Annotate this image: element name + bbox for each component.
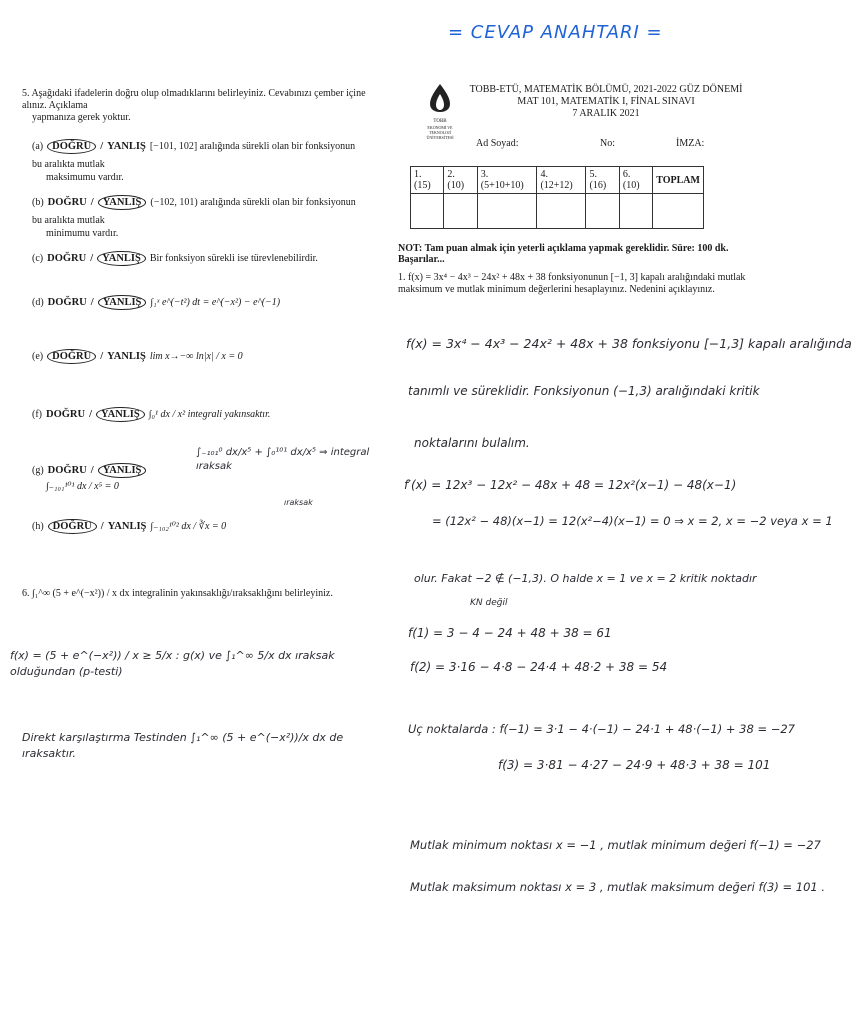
score-header-cell: TOPLAM <box>653 167 704 194</box>
score-cell <box>444 194 477 229</box>
q1-answer-line-1: f(x) = 3x⁴ − 4x³ − 24x² + 48x + 38 fonksiyonu [−1,3] kapalı aralığında <box>406 336 852 351</box>
statement-formula: lim x→−∞ ln|x| / x = 0 <box>149 351 243 362</box>
item-letter: (f) <box>32 409 42 420</box>
q1-answer-line-5: = (12x² − 48)(x−1) = 12(x²−4)(x−1) = 0 ⇒ x = 2, x = −2 veya x = 1 <box>432 514 833 528</box>
score-header-cell: 5. (16) <box>586 167 619 194</box>
score-table-blank-row <box>411 194 704 229</box>
score-cell <box>586 194 619 229</box>
yanlis-option[interactable]: YANLIŞ <box>107 141 146 152</box>
q5-intro-line-1: 5. Aşağıdaki ifadelerin doğru olup olmadıklarını belirleyiniz. Cevabınızı çember içine alınız. Açıklama <box>22 88 366 111</box>
q5-item-d: (d) DOĞRU / YANLIŞ ∫₁ˣ e^(−t²) dt = e^(−x²) − e^(−1) <box>32 297 281 308</box>
dogru-option-circled[interactable]: DOĞRU <box>47 349 96 364</box>
yanlis-option[interactable]: YANLIŞ <box>107 351 146 362</box>
logo-text-2: EKONOMİ VE TEKNOLOJİ <box>427 125 453 135</box>
q5-item-f: (f) DOĞRU / YANLIŞ ∫₀¹ dx / x² integrali yakınsaktır. <box>32 409 271 420</box>
yanlis-option-circled[interactable]: YANLIŞ <box>97 251 146 266</box>
score-header-cell: 6. (10) <box>619 167 652 194</box>
q1-answer-line-7: f(1) = 3 − 4 − 24 + 48 + 38 = 61 <box>408 626 612 640</box>
statement-text-cont: maksimumu vardır. <box>46 172 124 183</box>
signature-label: İMZA: <box>676 138 705 149</box>
q6-answer-line-2: Direkt karşılaştırma Testinden ∫₁^∞ (5 + e^(−x²))/x dx de ıraksaktır. <box>22 731 344 760</box>
statement-text: (−102, 101) aralığında sürekli olan bir fonksiyonun bu aralıkta mutlak <box>32 197 356 226</box>
dogru-option[interactable]: DOĞRU <box>47 465 87 476</box>
q1-answer-note: KN değil <box>470 598 508 608</box>
yanlis-option-circled[interactable]: YANLIŞ <box>98 295 147 310</box>
q6-answer-line-1: f(x) = (5 + e^(−x²)) / x ≥ 5/x : g(x) ve ∫₁^∞ 5/x dx ıraksak olduğundan (p-testi) <box>10 649 335 678</box>
q5-item-h: (h) DOĞRU / YANLIŞ ∫₋₁₀₂¹⁰² dx / ∛x = 0 <box>32 521 227 532</box>
score-header-cell: 4. (12+12) <box>537 167 586 194</box>
q5-item-c: (c) DOĞRU / YANLIŞ Bir fonksiyon sürekli ise türevlenebilirdir. <box>32 253 318 264</box>
exam-header <box>466 84 746 120</box>
q5-item-e: (e) DOĞRU / YANLIŞ lim x→−∞ ln|x| / x = 0 <box>32 351 243 362</box>
dogru-option[interactable]: DOĞRU <box>46 409 86 420</box>
dogru-option-circled[interactable]: DOĞRU <box>48 519 97 534</box>
logo-text-1: TOBB <box>433 119 447 124</box>
org-line: TOBB-ETÜ, MATEMATİK BÖLÜMÜ, 2021-2022 GÜZ DÖNEMİ <box>469 84 743 95</box>
item-letter: (d) <box>32 297 44 308</box>
question-6-text: 6. ∫₁^∞ (5 + e^(−x²)) / x dx integralinin yakınsaklığı/ıraksaklığını belirleyiniz. <box>22 588 333 599</box>
score-cell <box>537 194 586 229</box>
q1-answer-line-6: olur. Fakat −2 ∉ (−1,3). O halde x = 1 ve x = 2 kritik noktadır <box>414 572 757 585</box>
item-letter: (h) <box>32 521 44 532</box>
q1-answer-line-12: Mutlak maksimum noktası x = 3 , mutlak maksimum değeri f(3) = 101 . <box>410 880 826 894</box>
yanlis-option-circled[interactable]: YANLIŞ <box>96 407 145 422</box>
date-line: 7 ARALIK 2021 <box>572 108 640 119</box>
university-logo <box>420 84 460 144</box>
dogru-option[interactable]: DOĞRU <box>47 297 87 308</box>
score-cell <box>411 194 444 229</box>
course-line: MAT 101, MATEMATİK I, FİNAL SINAVI <box>517 96 695 107</box>
statement-text: Bir fonksiyon sürekli ise türevlenebilirdir. <box>149 253 318 264</box>
item-letter: (a) <box>32 141 44 152</box>
q5-intro-line-2: yapmanıza gerek yoktur. <box>32 112 131 123</box>
logo-text-3: ÜNİVERSİTESİ <box>426 135 454 140</box>
student-no-label: No: <box>600 138 615 149</box>
yanlis-option[interactable]: YANLIŞ <box>107 521 147 532</box>
question-1-text: 1. f(x) = 3x⁴ − 4x³ − 24x² + 48x + 38 fonksiyonunun [−1, 3] kapalı aralığındaki mutlak maksimum ve mutlak minimum değerlerini hesaplayınız. Nedenini açıklayınız. <box>398 272 746 295</box>
q5-g-handwritten-note: ıraksak <box>284 498 313 507</box>
logo-flame-icon <box>420 84 460 112</box>
statement-text: [−101, 102] aralığında sürekli olan bir fonksiyonun bu aralıkta mutlak <box>32 141 356 170</box>
statement-text-cont: minimumu vardır. <box>46 228 119 239</box>
score-header-cell: 2. (10) <box>444 167 477 194</box>
q1-answer-line-11: Mutlak minimum noktası x = −1 , mutlak minimum değeri f(−1) = −27 <box>410 838 821 852</box>
score-table <box>410 166 704 229</box>
statement-formula: ∫₁ˣ e^(−t²) dt = e^(−x²) − e^(−1) <box>150 297 281 308</box>
dogru-option[interactable]: DOĞRU <box>47 197 87 208</box>
statement-formula: ∫₀¹ dx / x² integrali yakınsaktır. <box>148 409 271 420</box>
q5-g-handwritten: ∫₋₁₀₁⁰ dx/x⁵ + ∫₀¹⁰¹ dx/x⁵ ⇒ integral ıraksak <box>196 447 370 472</box>
q5-item-b: (b) DOĞRU / YANLIŞ (−102, 101) aralığında sürekli olan bir fonksiyonun bu aralıkta mutlak minimumu vardır. <box>32 192 362 240</box>
item-letter: (e) <box>32 351 44 362</box>
item-letter: (g) <box>32 465 44 476</box>
item-letter: (c) <box>32 253 44 264</box>
question-5-intro <box>22 88 372 124</box>
score-cell <box>619 194 652 229</box>
item-letter: (b) <box>32 197 44 208</box>
q1-answer-line-10: f(3) = 3·81 − 4·27 − 24·9 + 48·3 + 38 = 101 <box>498 758 771 772</box>
q1-answer-line-4: f′(x) = 12x³ − 12x² − 48x + 48 = 12x²(x−1) − 48(x−1) <box>404 478 737 492</box>
q5-item-g: (g) DOĞRU / YANLIŞ ∫₋₁₀₁¹⁰¹ dx / x⁵ = 0 <box>32 460 202 492</box>
score-cell <box>477 194 537 229</box>
dogru-option-circled[interactable]: DOĞRU <box>47 139 96 154</box>
q1-answer-line-2: tanımlı ve süreklidir. Fonksiyonun (−1,3) aralığındaki kritik <box>408 384 760 398</box>
score-table-header-row <box>411 167 704 194</box>
q1-answer-line-8: f(2) = 3·16 − 4·8 − 24·4 + 48·2 + 38 = 54 <box>410 660 668 674</box>
score-header-cell: 3. (5+10+10) <box>477 167 537 194</box>
yanlis-option-circled[interactable]: YANLIŞ <box>98 463 147 478</box>
exam-note: NOT: Tam puan almak için yeterli açıklama yapmak gereklidir. Süre: 100 dk. Başarılar... <box>398 243 729 265</box>
answer-key-title: = CEVAP ANAHTARI = <box>448 22 663 43</box>
yanlis-option-circled[interactable]: YANLIŞ <box>98 195 147 210</box>
q1-answer-line-9: Uç noktalarda : f(−1) = 3·1 − 4·(−1) − 24·1 + 48·(−1) + 38 = −27 <box>408 722 796 736</box>
q5-item-a: (a) DOĞRU / YANLIŞ [−101, 102] aralığında sürekli olan bir fonksiyonun bu aralıkta mutlak maksimumu vardır. <box>32 136 362 184</box>
statement-formula: ∫₋₁₀₂¹⁰² dx / ∛x = 0 <box>150 521 227 532</box>
q1-answer-line-3: noktalarını bulalım. <box>414 436 530 450</box>
name-label: Ad Soyad: <box>476 138 519 149</box>
statement-formula: ∫₋₁₀₁¹⁰¹ dx / x⁵ = 0 <box>46 481 119 492</box>
score-header-cell: 1. (15) <box>411 167 444 194</box>
dogru-option[interactable]: DOĞRU <box>47 253 87 264</box>
score-cell <box>653 194 704 229</box>
